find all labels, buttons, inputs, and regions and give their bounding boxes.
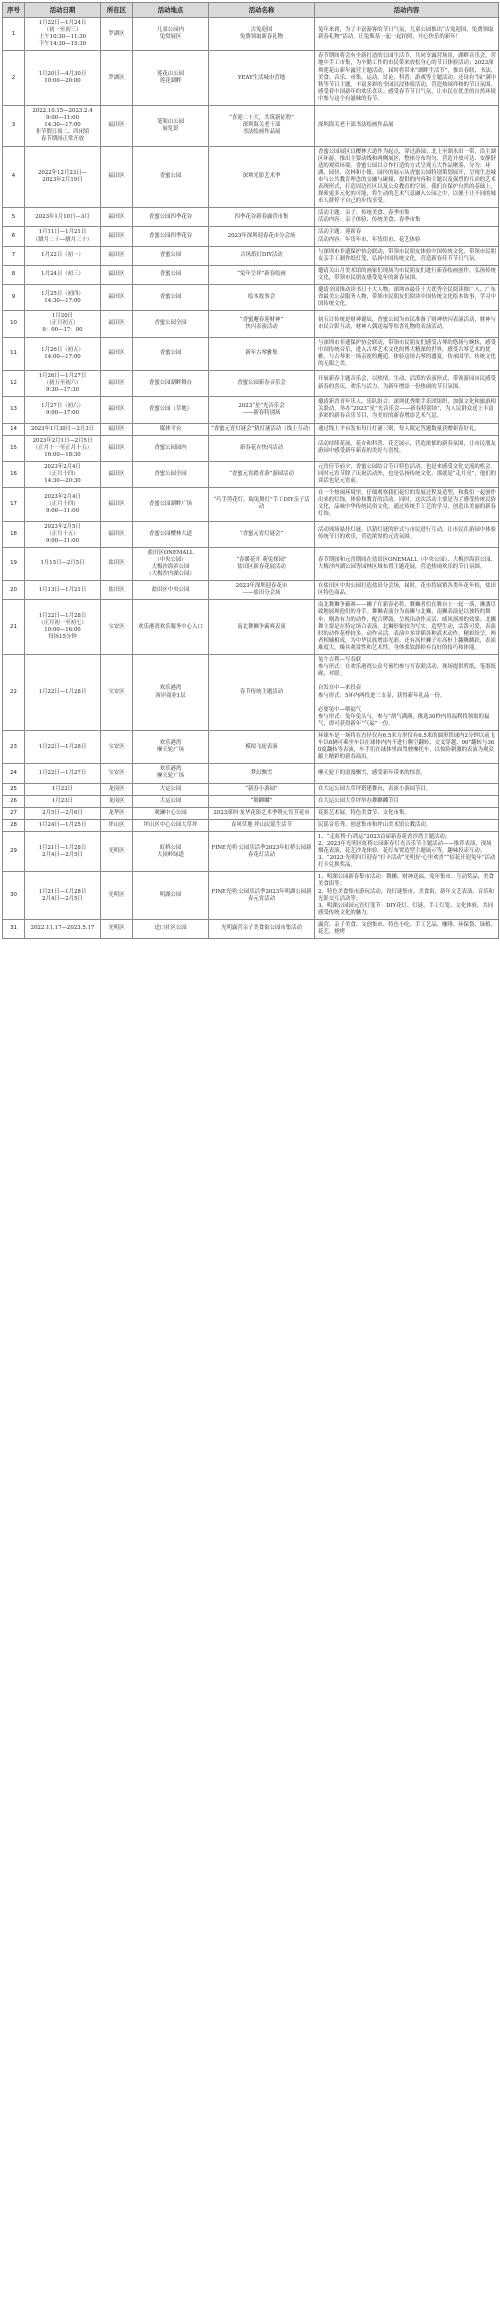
table-row: [3, 521, 499, 547]
cell-no: 25: [3, 783, 25, 795]
cell-date: 1月23日: [25, 795, 101, 807]
cell-date: 2022.10.15—2023.2.4 9:00—11:00 14:30—17:00 非节假日周二、四闭馆 春节期间正常开放: [25, 106, 101, 146]
cell-no: 1: [3, 18, 25, 51]
cell-place: 盐田区中央公园: [133, 581, 209, 600]
cell-district: 福田区: [101, 246, 133, 265]
cell-content: 活动持续花展，花卉和科普、花艺展示，营造浓郁的新春氛围，让市民朋友游园中感受新年新春的美好与喜悦。: [315, 435, 499, 461]
cell-district: 福田区: [101, 227, 133, 246]
cell-date: 1月21日—1月28日 2月4日—2月5日: [25, 831, 101, 871]
header-content: 活动内容: [315, 3, 499, 18]
cell-name: “兔年呈祥”新春绘画: [209, 265, 315, 284]
cell-district: 龙华区: [101, 807, 133, 819]
cell-date: 1月26日（初五） 14:00—17:00: [25, 337, 101, 370]
cell-name: 春风草地 坪山民谣生活节: [209, 819, 315, 831]
cell-name: 南北舞狮争霸赛表演: [209, 600, 315, 655]
cell-name: 2023年深圳迎春花市分会场: [209, 227, 315, 246]
cell-date: 1月22日（初一）: [25, 246, 101, 265]
cell-content: 元宵佳节前夕，香蜜公园结合节日特色活动，也是来感受文化交流的机会。同时元宵节除了庆祝活动外，也是弘扬传统文化、那就是“走月亮”，他们的谈话也是元宵前。: [315, 461, 499, 487]
cell-name: “新春小游园”: [209, 783, 315, 795]
cell-date: 1月22日—1月27日: [25, 764, 101, 783]
header-place: 活动地点: [133, 3, 209, 18]
cell-district: 宝安区: [101, 730, 133, 763]
cell-no: 4: [3, 146, 25, 208]
table-row: [3, 655, 499, 731]
cell-place: 坪山区中心公园大草坪: [133, 819, 209, 831]
cell-content: 通过线上平台发布每日灯谜三则，每人限定答题数量获赠新春好礼。: [315, 423, 499, 435]
cell-name: 四季花谷新春露营市集: [209, 208, 315, 227]
header-district: 所在区: [101, 3, 133, 18]
cell-content: 春节期间将会有全新打造的公园生活节，共同享露营场景，湖畔音乐会，营地中手工市集，为辛勤工作的市民带来放松身心的节日体验活动；2023深圳莲花山新年露营主题活动，届时将带来“湖畔生活节”，推出春联、书法、美食、音乐、市集、运动、讨论、科普、游戏等主题活动；还设有“园”满中秋等节日主题，丰富多彩的全园沉浸体验活动，营造热闹祥和的节日氛围，感受着中国新年的欢乐喜庆；感受春节节日气氛，让市民在优美的自然环境中参与这个有滋味的春节。: [315, 51, 499, 106]
table-row: [3, 795, 499, 807]
table-row: [3, 397, 499, 423]
cell-no: 28: [3, 819, 25, 831]
cell-no: 31: [3, 919, 25, 938]
cell-place: 欢乐港湾 西岸商业1层: [133, 655, 209, 731]
cell-date: 1月24日—1月25日: [25, 819, 101, 831]
table-row: [3, 337, 499, 370]
cell-date: 2023年2月4日 （正月十四） 9:00—11:00: [25, 488, 101, 521]
cell-district: 福田区: [101, 311, 133, 337]
cell-district: 光明区: [101, 872, 133, 920]
cell-name: 2023深圳·龙华花影艺术季暨元宵节花市: [209, 807, 315, 819]
table-row: [3, 872, 499, 920]
cell-date: 2023年1月10日—3月: [25, 208, 101, 227]
cell-no: 6: [3, 227, 25, 246]
page: [2, 2, 498, 939]
cell-date: 1月22日—1月28日 （正月初一至初七） 10:00—16:00 每场15分钟: [25, 600, 101, 655]
table-row: [3, 461, 499, 487]
cell-content: 活动现场悬挂灯谜，以猜灯谜的形式与市民进行互动，让市民在游园中体验传统节日的欢乐，营造浓厚的元宵氛围。: [315, 521, 499, 547]
cell-content: 与深圳市非遗保护协会联动，带领市民朋友体验中国传统文化，带领市民朋友亲手工制作纸灯笼，弘扬中国传统文化，营造新春佳节节日气氛。: [315, 246, 499, 265]
cell-district: 福田区: [101, 488, 133, 521]
cell-district: 宝安区: [101, 764, 133, 783]
table-row: [3, 246, 499, 265]
cell-district: 福田区: [101, 146, 133, 208]
cell-district: 宝安区: [101, 655, 133, 731]
cell-no: 17: [3, 488, 25, 521]
cell-name: “巧手剪花灯，瑞兔舞灯”手工DIY亲子活动: [209, 488, 315, 521]
cell-district: 福田区: [101, 397, 133, 423]
cell-no: 3: [3, 106, 25, 146]
cell-date: 1月21日—1月28日 2月4日—2月5日: [25, 872, 101, 920]
cell-name: 梦幻飘雪: [209, 764, 315, 783]
cell-place: 欢乐港湾 摩天轮广场: [133, 764, 209, 783]
cell-district: 龙岗区: [101, 783, 133, 795]
cell-name: 春节传统主题活动: [209, 655, 315, 731]
cell-date: 2022.11.17—2023.5.17: [25, 919, 101, 938]
cell-district: 罗湖区: [101, 51, 133, 106]
table-row: [3, 18, 499, 51]
cell-place: 欢乐港湾欢乐服务中心入口: [133, 600, 209, 655]
cell-place: 儿童公园内 兔窝展区: [133, 18, 209, 51]
cell-name: 绘本故事会: [209, 285, 315, 311]
cell-name: 光明露营亲子美食街公园市集活动: [209, 919, 315, 938]
table-row: [3, 488, 499, 521]
cell-place: 媒体平台: [133, 423, 209, 435]
table-row: [3, 265, 499, 284]
cell-no: 23: [3, 730, 25, 763]
cell-content: 民谣音乐秀、创意集市和坪山美术馆公教活动。: [315, 819, 499, 831]
cell-date: 2023年1月30日—2月3日: [25, 423, 101, 435]
table-row: [3, 764, 499, 783]
cell-place: 香蜜公园全园: [133, 311, 209, 337]
cell-date: 1月20日 （正月初五） 9：00—17：00: [25, 311, 101, 337]
cell-district: 福田区: [101, 265, 133, 284]
cell-date: 1月26日—1月27日 （初五至初六） 9:30—17:30: [25, 370, 101, 396]
cell-name: FINE光明·公园乐活季2023年明湖公园新春元宵活动: [209, 872, 315, 920]
cell-date: 2023年2月4日 （正月十四） 14:30—20:30: [25, 461, 101, 487]
table-row: [3, 227, 499, 246]
cell-content: 1、“走虹桥·行鸿运”2023首届新春花香沙湾主题活动； 2、2023年光明区虹桥公园新春灯光音乐节主题活动——推荐表演、现场烟花表演、花艺沙龙体验、花灯布置造型主题展示等，趣味投壶互动； 3、“2023·光明四月迎春”打卡活动“光明好·心里欢喜”“招花开迎兔年”活动打卡兑换奖品。: [315, 831, 499, 871]
cell-name: 新年古琴雅集: [209, 337, 315, 370]
cell-no: 26: [3, 795, 25, 807]
table-row: [3, 370, 499, 396]
cell-place: 香蜜公园（草地）: [133, 397, 209, 423]
cell-no: 9: [3, 285, 25, 311]
cell-no: 12: [3, 370, 25, 396]
header-name: 活动名称: [209, 3, 315, 18]
cell-date: 2022年12月23日— 2023年2月19日: [25, 146, 101, 208]
cell-district: 坪山区: [101, 819, 133, 831]
cell-district: 福田区: [101, 461, 133, 487]
cell-name: YEAY生活城市营地: [209, 51, 315, 106]
cell-content: 摩天轮下的浪漫飘雪，感受新年带来的惊喜。: [315, 764, 499, 783]
activity-table: [2, 2, 499, 939]
cell-content: 在大运公园大草坪搭建舞台，表演小游园节目。: [315, 783, 499, 795]
cell-name: “香蜜邂春迎财神” 快闪表演活动: [209, 311, 315, 337]
cell-name: 新春花卉快闪活动: [209, 435, 315, 461]
table-row: [3, 106, 499, 146]
cell-name: 模拟飞轮表演: [209, 730, 315, 763]
cell-place: 香蜜公园: [133, 246, 209, 265]
cell-district: 福田区: [101, 521, 133, 547]
cell-name: “春暖花开 萌兔探园” 盐田区新春花展活动: [209, 547, 315, 580]
table-row: [3, 146, 499, 208]
cell-no: 10: [3, 311, 25, 337]
table-row: [3, 311, 499, 337]
table-row: [3, 581, 499, 600]
cell-name: FINE光明·公园乐活季2023年虹桥公园新春花灯活动: [209, 831, 315, 871]
table-row: [3, 423, 499, 435]
cell-district: 福田区: [101, 208, 133, 227]
cell-content: 花影艺术展、特色美食节、文化市集。: [315, 807, 499, 819]
cell-place: 香蜜公园全园: [133, 461, 209, 487]
cell-place: 香蜜公园: [133, 146, 209, 208]
cell-name: 古兔迎国 免费领取新春礼物: [209, 18, 315, 51]
cell-content: 活动主题：亲子、传统美食、春季市集 活动内容：亲子体验、传统美食、春季市集: [315, 208, 499, 227]
cell-district: 光明区: [101, 831, 133, 871]
cell-no: 16: [3, 461, 25, 487]
cell-content: 在大运公园大草坪举办舞麒麟节目: [315, 795, 499, 807]
cell-content: 深圳海关老干部书法绘画作品展: [315, 106, 499, 146]
cell-place: 迳口社区公园: [133, 919, 209, 938]
cell-date: 1月22日: [25, 783, 101, 795]
cell-district: 光明区: [101, 919, 133, 938]
cell-date: 1月27日（初六） 9:00—17:00: [25, 397, 101, 423]
cell-district: 龙岗区: [101, 795, 133, 807]
cell-place: 大运公园: [133, 783, 209, 795]
cell-content: 香蜜公园展区以樱林大道作为起点，穿过游园；北上至湖水田一带，沿主湖区环游，推出主要动线和两侧展区，整体分布均匀，营造开放可达、安静舒适的观赏环境。香蜜公园以合作打造的方式呈现五大作品聚落，分为：环湖、园径、次林和小镇。园径的展示从香蜜公园特别策划展开，呈现生态城市与公共教育理念的交融与碰撞，提供的内容和主题以及强烈的互动的艺术表现形式，打造周边社区以及公众教育的空间。我们在保护自然的基础上，探索更多元化的可能，将生动的艺术气息融入公园之中，以便于让不同的城市人群停下自己的步伐享受。: [315, 146, 499, 208]
cell-name: 香蜜公园新春音乐会: [209, 370, 315, 396]
cell-name: “香蜜元宵灯谜会”猜灯谜活动（线上互动）: [209, 423, 315, 435]
cell-place: 观澜中心公园: [133, 807, 209, 819]
cell-place: 香蜜公园湖畔舞台: [133, 370, 209, 396]
cell-date: 1月15日—2月5日: [25, 547, 101, 580]
cell-date: 2023年2月5日 （正月十五） 9:00—11:00: [25, 521, 101, 547]
cell-no: 20: [3, 581, 25, 600]
cell-district: 福田区: [101, 337, 133, 370]
cell-no: 18: [3, 521, 25, 547]
table-row: [3, 208, 499, 227]
cell-name: 古风纸灯DIY活动: [209, 246, 315, 265]
cell-place: 莲花山公园 莲花湖畔: [133, 51, 209, 106]
cell-date: 1月11日—1月21日 （腊月二十—腊月三十）: [25, 227, 101, 246]
table-row: [3, 919, 499, 938]
cell-content: 春节期间和元宵期间在盐田区ONEMALL（中央公园）、大梅沙海滨公园、大梅沙内湖公园等园林区域布置主题花展，营造热闹欢乐的节日氛围。: [315, 547, 499, 580]
cell-name: “喜迎二十大，共筑新征程” 深圳海关老干部 书法绘画作品展: [209, 106, 315, 146]
cell-content: 开展新春主题音乐会，以热情、生动、活泼的表演形式，带领游园市民感受新春的喜庆、欢乐与活力，为新年增添一份热闹的节日氛围。: [315, 370, 499, 396]
table-body: [3, 18, 499, 939]
cell-content: 南北舞狮争霸赛——狮子在新春必将，舞狮者们在舞台上一起一落，淋漓尽致地展现他们的身手。舞狮表演分为南狮与北狮，南狮表演是以独特的舞步，刚劲有力的动作，配合锣鼓，呈现出动作灵活、威风凛凛的效果；北狮舞主要是在特定场合表演，北狮形象较为写实，造型生动，活泼可爱，表演时的动作花样较多，动作灵活，表演中多穿插各种武术动作，精彩纷呈，两者相辅相成，为中华民族增添光彩。还有高杆狮子在高桩上翻腾跳跃，表演难度大，极具观赏性和艺术性，身体柔软卸掉有良好的技巧和体能。: [315, 600, 499, 655]
cell-no: 8: [3, 265, 25, 284]
cell-content: 环球车是一场将在直径仅有6.5米方形仅有6.5米的圆形铁球内2分钟以前飞车以6辆可乘坐车以在球体内内不进行腾空翻转、交叉穿越、90°翻转与360度翻转等表演，车手们在球体里面驾驶摩托车，以惊险刺激的表演为观众献上精彩的新春演出。: [315, 730, 499, 763]
cell-no: 7: [3, 246, 25, 265]
cell-no: 29: [3, 831, 25, 871]
cell-content: 活动主题：迎新春 活动内容：年货年市、年货街市、花艺体验: [315, 227, 499, 246]
cell-date: 2月5日—2月6日: [25, 807, 101, 819]
table-row: [3, 600, 499, 655]
cell-date: 1月20日—4月30日 10:00—20:00: [25, 51, 101, 106]
cell-name: 2023“星”光音乐会 ——新春特别场: [209, 397, 315, 423]
cell-place: 香蜜公园园内: [133, 435, 209, 461]
table-header-row: [3, 3, 499, 18]
cell-no: 24: [3, 764, 25, 783]
cell-no: 2: [3, 51, 25, 106]
cell-name: “香蜜元宵踏青游”游园活动: [209, 461, 315, 487]
cell-date: 1月22日—1月28日: [25, 655, 101, 731]
cell-content: 邀请新晋青年乐人、乐队组合、深圳优秀歌手乐团组织，加强文化和旅游相关联动，举办“2023“星”光音乐会——新春特别场”，为人民群众送上丰富多彩的新春音乐节目，为美好的新春增添艺术气息。: [315, 397, 499, 423]
cell-district: 福田区: [101, 285, 133, 311]
cell-place: 大运公园: [133, 795, 209, 807]
cell-no: 14: [3, 423, 25, 435]
cell-date: 1月22日—1月24日 （初一至初三） 上午10:30—11:30 下午14:30—15:30: [25, 18, 101, 51]
cell-name: “舞麒麟”: [209, 795, 315, 807]
cell-district: 盐田区: [101, 581, 133, 600]
cell-no: 21: [3, 600, 25, 655]
table-row: [3, 730, 499, 763]
cell-place: 香蜜公园: [133, 265, 209, 284]
cell-district: 福田区: [101, 370, 133, 396]
cell-no: 5: [3, 208, 25, 227]
cell-no: 19: [3, 547, 25, 580]
table-row: [3, 51, 499, 106]
cell-place: 香蜜公园: [133, 337, 209, 370]
cell-place: 香蜜公园四季花谷: [133, 208, 209, 227]
cell-place: 香蜜公园湖畔广场: [133, 488, 209, 521]
cell-place: 香蜜公园四季花谷: [133, 227, 209, 246]
cell-content: 兔年来到，为了丰富游客的节日气氛，儿童公园推出“古兔迎国，免费领取新春礼物”活动。让兔斯基一起一起拍照，开心快乐的新年！: [315, 18, 499, 51]
cell-place: 欢乐港湾 摩天轮广场: [133, 730, 209, 763]
cell-content: 邀请关山月美术馆的画家们现场为市民朋友们进行新春绘画创作，弘扬传统文化，带领市民朋友感受兔年的新春氛围。: [315, 265, 499, 284]
cell-place: 明湖公园: [133, 872, 209, 920]
cell-content: 在盐田区中央公园打造盐田分会场，届时，花市将展销各类年花年桔，盐田区特色商品。: [315, 581, 499, 600]
cell-content: 兔个吉利—写春联 参与形式：在欢乐港湾公众号预约参与写春联活动，现场提供剪纸、笔墨纸砚、对联。 自发自中—来投壶 参与形式：5环内两投进三支壶，获得新年礼品一份。 必要兔中—喂福气 参与形式：兔年兔头与，参与“胡气满满，挑选30秒内用福利将领取的福气，即可获得新年“气福”一份。: [315, 655, 499, 731]
table-row: [3, 285, 499, 311]
cell-no: 27: [3, 807, 25, 819]
table-row: [3, 807, 499, 819]
cell-content: 邀请全国推动读书日十大人物、深圳市最佳十大优秀全民阅读推广人、广东省最美公益服务人物，带领市民朋友们阅读中国传统文化绘本故事，学习中国传统文化。: [315, 285, 499, 311]
cell-place: 笔架山公园 展览馆: [133, 106, 209, 146]
cell-place: 盐田区ONEMALL （中央公园） 大梅沙海滨公园 （大梅沙内湖公园）: [133, 547, 209, 580]
cell-date: 1月25日（初四） 14:30—17:00: [25, 285, 101, 311]
table-row: [3, 435, 499, 461]
cell-content: 1、明湖公园新春集市活动：舞狮、财神送福、兔年集市、互动奖品、美食美食街等； 2、特色美食集市游玩活动，设灯谜集市、美食街，新年文艺表演、音乐和光影交互活动等； 3、明湖公园园元宵灯笼节：DIY花灯、灯谜、手工灯笼、文化体验，共同感受传统文化的魅力。: [315, 872, 499, 920]
cell-content: 初五日传统是财神诞辰，香蜜公园为市民准备了财神快闪表演活动，财神与市民合影互动，财神人偶送福等惊喜礼物的表演活动。: [315, 311, 499, 337]
cell-no: 22: [3, 655, 25, 731]
cell-content: 与深圳市非遗保护协会联动，带领市民朋友们感受古琴的悠扬与婉转，感受中国传统音乐，进入古琴艺术文化的博大精深的世界，感受古琴艺术的优雅，与古琴来一场亲密的邂逅，体验这场古琴的盛宴，传承国学、传统文化的无限之美。: [315, 337, 499, 370]
cell-name: 深圳光影艺术季: [209, 146, 315, 208]
table-row: [3, 819, 499, 831]
table-row: [3, 831, 499, 871]
cell-no: 11: [3, 337, 25, 370]
header-no: 序号: [3, 3, 25, 18]
cell-district: 罗湖区: [101, 18, 133, 51]
cell-no: 15: [3, 435, 25, 461]
cell-date: 1月13日—1月21日: [25, 581, 101, 600]
cell-no: 30: [3, 872, 25, 920]
cell-date: 1月22日—1月28日: [25, 730, 101, 763]
cell-no: 13: [3, 397, 25, 423]
header-date: 活动日期: [25, 3, 101, 18]
cell-content: 在一个热闹环境里，仔细观察我们花灯的发展过程及造型，和我们一起创作出来的灯饰，体验和教育的活动。同时，这次活动主要是为了感受传统民俗文化，品味中华传统民俗文化，通过传统手工艺的学习，创造出美丽的新春灯饰。: [315, 488, 499, 521]
cell-name: 2023年深圳迎春花市 ——盐田分会场: [209, 581, 315, 600]
cell-district: 福田区: [101, 106, 133, 146]
cell-district: 盐田区: [101, 547, 133, 580]
cell-place: 香蜜公园: [133, 285, 209, 311]
table-row: [3, 547, 499, 580]
table-row: [3, 783, 499, 795]
cell-place: 香蜜公园樱林大道: [133, 521, 209, 547]
cell-content: 露营、亲子美食、文创集市、特色小吃、手工艺品、咖啡、环保袋、绿植、花艺、烧烤: [315, 919, 499, 938]
cell-date: 1月24日（初三）: [25, 265, 101, 284]
cell-name: “香蜜元宵灯谜会”: [209, 521, 315, 547]
cell-district: 宝安区: [101, 600, 133, 655]
cell-date: 2023年2月1日—2月5日 （正月十一至正月十五） 16:00—18:30: [25, 435, 101, 461]
cell-district: 福田区: [101, 435, 133, 461]
cell-district: 福田区: [101, 423, 133, 435]
cell-place: 虹桥公园 大顶岭绿道: [133, 831, 209, 871]
